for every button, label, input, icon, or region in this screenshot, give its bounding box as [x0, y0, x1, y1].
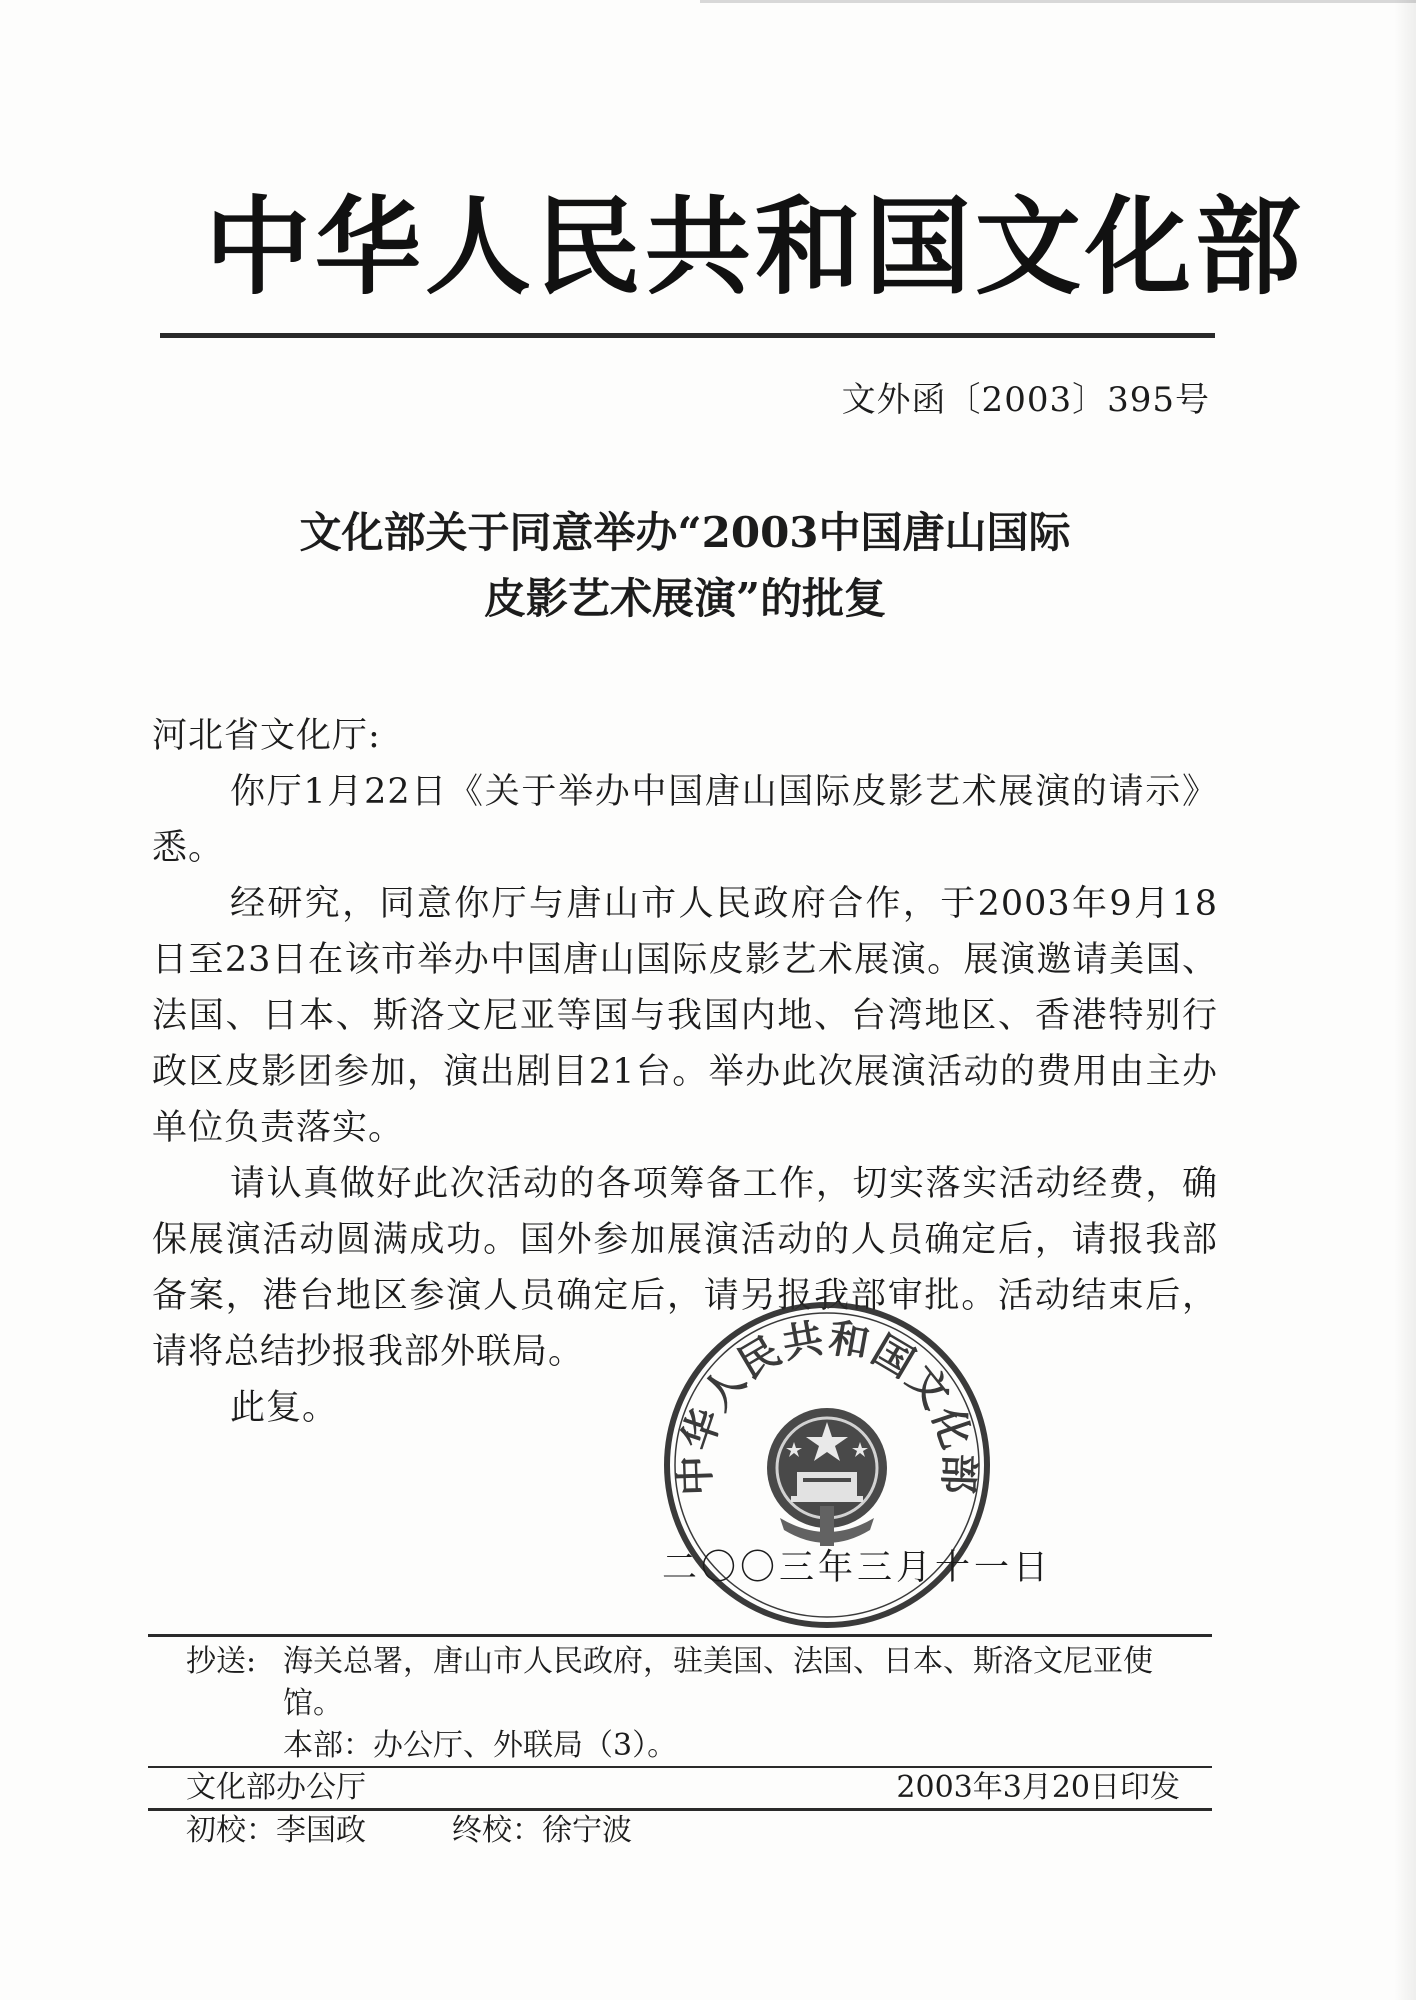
initial-proofreader: 初校：李国政 [186, 1813, 366, 1848]
salutation: 河北省文化厅: [152, 716, 381, 756]
cc-label: 抄送: [186, 1644, 257, 1679]
footer-rule-top [148, 1634, 1212, 1637]
masthead-rule [160, 333, 1215, 338]
print-date: 2003年3月20日印发 [896, 1770, 1180, 1805]
body-paragraph: 你厅1月22日《关于举办中国唐山国际皮影艺术展演的请示》悉。 [152, 772, 1218, 868]
issue-date: 二〇〇三年三月十一日 [662, 1548, 1053, 1588]
body-paragraph: 请认真做好此次活动的各项筹备工作，切实落实活动经费，确保展演活动圆满成功。国外参加展演活动的人员确定后，请报我部备案，港台地区参演人员确定后，请另报我部审批。活动结束后，请将总结抄报我部外联局。 [152, 1164, 1218, 1372]
seal-text: 中华人民共和国文化部 [672, 1315, 982, 1497]
scan-shadow [1394, 0, 1416, 2000]
document-number: 文外函〔2003〕395号 [841, 380, 1210, 420]
issuing-office: 文化部办公厅 [186, 1770, 366, 1805]
masthead-title: 中华人民共和国文化部 [205, 186, 1305, 309]
title-line-2: 皮影艺术展演”的批复 [483, 574, 887, 623]
document-title [180, 500, 1190, 632]
final-proofreader: 终校：徐宁波 [452, 1813, 632, 1848]
national-emblem-icon [767, 1408, 887, 1546]
cc-internal: 本部：办公厅、外联局（3）。 [283, 1728, 678, 1763]
title-line-1: 文化部关于同意举办“2003中国唐山国际 [299, 508, 1071, 557]
closing-phrase: 此复。 [230, 1388, 339, 1428]
body-paragraph: 经研究，同意你厅与唐山市人民政府合作，于2003年9月18日至23日在该市举办中国唐山国际皮影艺术展演。展演邀请美国、法国、日本、斯洛文尼亚等国与我国内地、台湾地区、香港特别行政区皮影团参加，演出剧目21台。举办此次展演活动的费用由主办单位负责落实。 [152, 884, 1218, 1148]
cc-recipients: 海关总署，唐山市人民政府，驻美国、法国、日本、斯洛文尼亚使馆。 [283, 1644, 1153, 1721]
scan-edge [700, 0, 1416, 3]
